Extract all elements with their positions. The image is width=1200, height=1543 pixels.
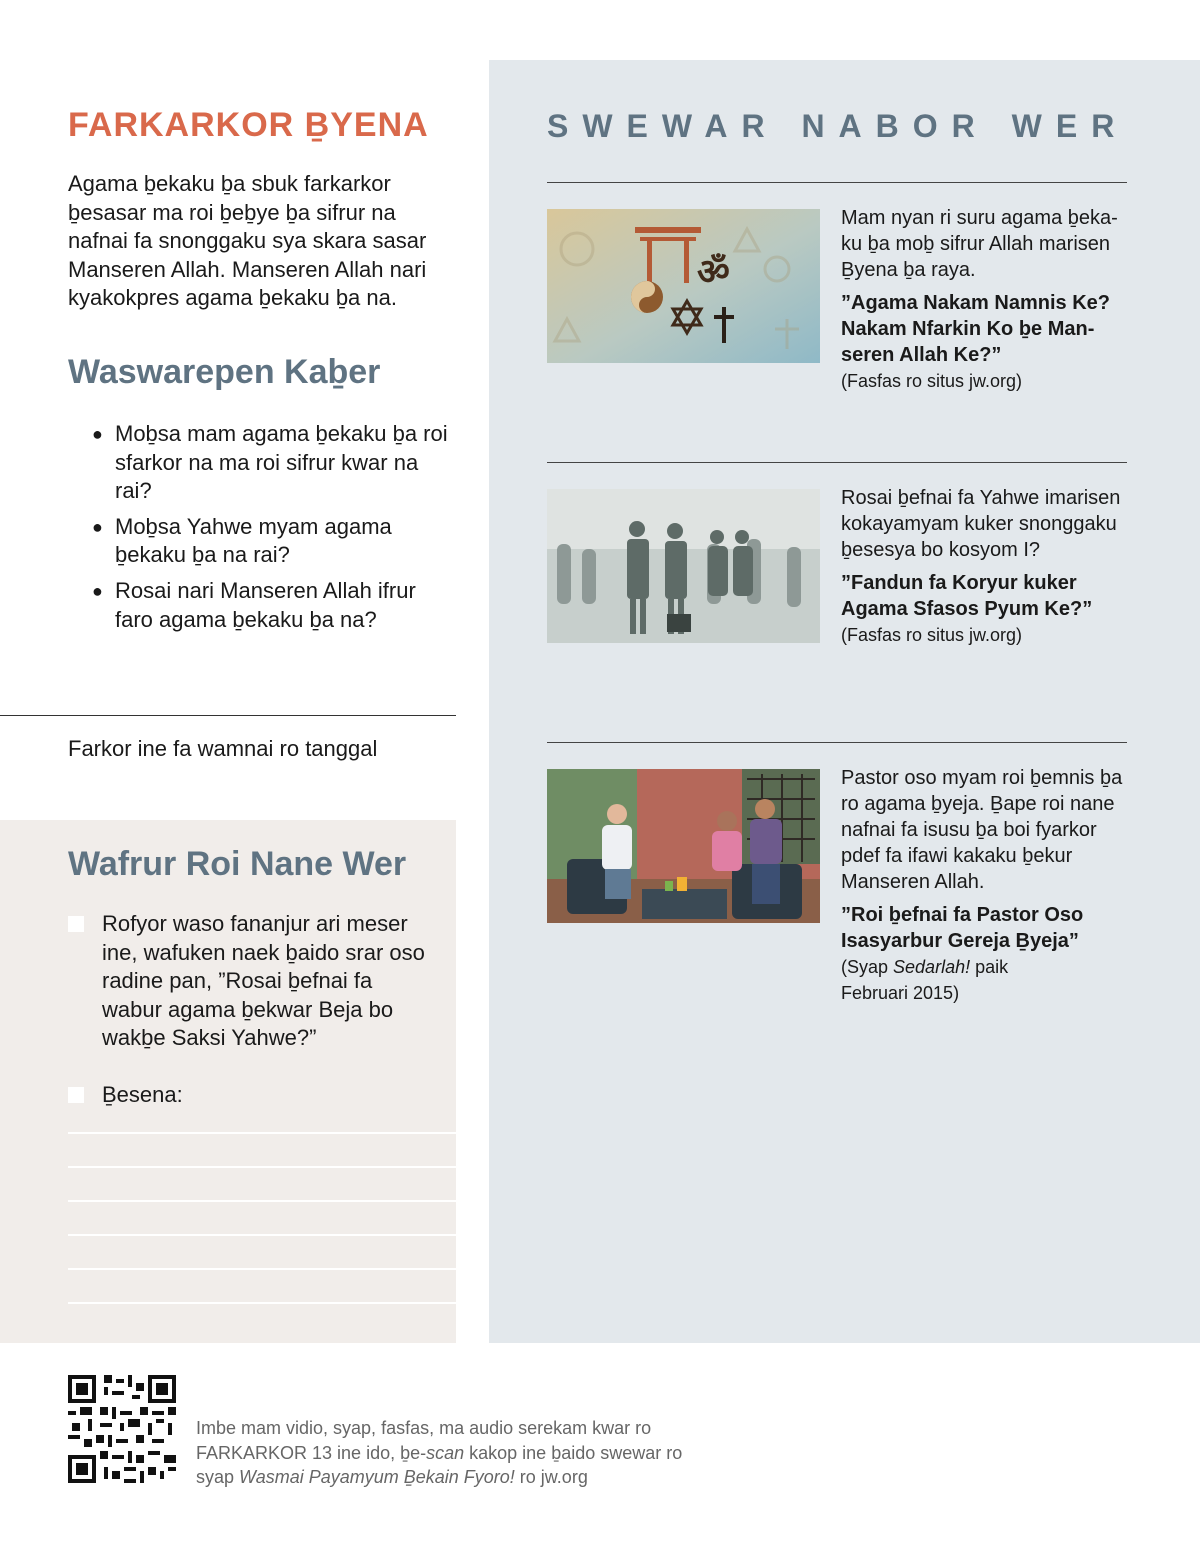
- related-card: [841, 485, 1131, 648]
- notes-title: Wafrur Roi Nane Wer: [68, 845, 407, 883]
- review-questions: [90, 420, 450, 641]
- note-line[interactable]: [68, 1132, 456, 1134]
- related-card: [841, 765, 1131, 1006]
- card-source: (Fasfas ro situs jw.org): [841, 371, 1023, 391]
- card-title-link[interactable]: ”Roi ḇefnai fa Pastor Oso Isasyarbur Gereja Ḇyeja”: [841, 904, 1084, 952]
- footer-text: Imbe mam vidio, syap, fasfas, ma audio serekam kwar ro FARKARKOR 13 ine ido, ḇe-scan kakop ine ḇaido swewar ro syap Wasmai Payamyum Ḇekain Fyoro! ro jw.org: [196, 1418, 683, 1487]
- divider: [547, 742, 1127, 743]
- card-source: (Fasfas ro situs jw.org): [841, 625, 1023, 645]
- card-title-link[interactable]: ”Agama Nakam Namnis Ke? Nakam Nfarkin Ko ḇe Manseren Allah Ke?”: [841, 292, 1110, 366]
- note-line[interactable]: [68, 1302, 456, 1304]
- card-title-link[interactable]: ”Fandun fa Koryur kuker Agama Sfasos Pyum Ke?”: [841, 572, 1093, 620]
- bullet-icon: ●: [92, 516, 103, 537]
- card-description: Pastor oso myam roi ḇemnis ḇa ro agama ḇyeja. Ḇape roi nane nafnai fa isusu ḇa boi fyarkor pdef fa ifawi kakaku ḇekur Manseren Allah.: [841, 767, 1123, 893]
- related-card: [841, 205, 1131, 394]
- review-question: ● Moḇsa mam agama ḇekaku ḇa roi sfarkor na ma roi sifrur kwar na rai?: [92, 421, 448, 504]
- note-line[interactable]: [68, 1234, 456, 1236]
- checkbox-icon[interactable]: [68, 916, 84, 932]
- checkbox-icon[interactable]: [68, 1087, 84, 1103]
- explore-title: SWEWAR NABOR WER: [547, 108, 1129, 144]
- bullet-icon: ●: [92, 424, 103, 444]
- review-question: ● Moḇsa Yahwe myam agama ḇekaku ḇa na rai?: [92, 513, 392, 568]
- review-question: ● Rosai nari Manseren Allah ifrur faro agama ḇekaku ḇa na?: [92, 577, 416, 632]
- card-description: Rosai ḇefnai fa Yahwe imarisen kokayamyam kuker snonggaku ḇesesya bo kosyom I?: [841, 487, 1121, 561]
- divider: [0, 715, 456, 716]
- review-title: Waswarepen Kaḇer: [68, 353, 381, 391]
- bullet-icon: ●: [92, 580, 103, 601]
- date-label: Farkor ine fa wamnai ro tanggal: [68, 736, 378, 761]
- card-source: (Syap Sedarlah! paik Februari 2015): [841, 957, 1009, 1003]
- checklist-item: Rofyor waso fananjur ari meser ine, wafuken naek ḇaido srar oso radine pan, ”Rosai ḇefnai fa wabur agama ḇekwar Beja bo wakḇe Saksi Yahwe?”: [68, 910, 428, 1053]
- note-line[interactable]: [68, 1268, 456, 1270]
- checklist-item-other: Ḇesena:: [68, 1081, 428, 1110]
- summary-title: FARKARKOR ḆYENA: [68, 106, 429, 144]
- divider: [547, 182, 1127, 183]
- summary-text: Agama ḇekaku ḇa sbuk farkarkor ḇesasar ma roi ḇeḇye ḇa sifrur na nafnai fa snonggaku sya skara sasar Manseren Allah. Manseren Allah nari kyakokpres agama ḇekaku ḇa na.: [68, 171, 427, 311]
- card-description: Mam nyan ri suru agama ḇekaku ḇa moḇ sifrur Allah marisen Ḇyena ḇa raya.: [841, 207, 1118, 281]
- note-line[interactable]: [68, 1200, 456, 1202]
- qr-code[interactable]: [68, 1375, 176, 1483]
- pastor-conversation-image[interactable]: [547, 769, 820, 923]
- svg-text:ॐ: ॐ: [697, 252, 730, 293]
- world-religions-image[interactable]: [547, 209, 820, 363]
- gathering-image[interactable]: [547, 489, 820, 643]
- note-line[interactable]: [68, 1166, 456, 1168]
- divider: [547, 462, 1127, 463]
